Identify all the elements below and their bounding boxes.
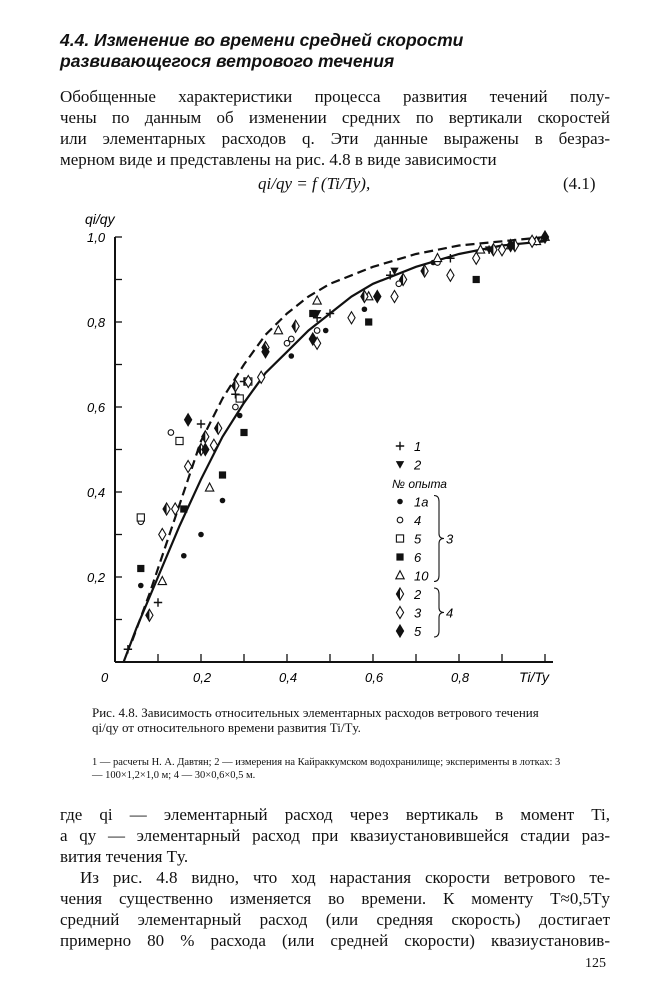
formula: qi/qy = f (Ti/Ty), xyxy=(258,174,371,193)
legend-group-label: 4 xyxy=(446,605,454,621)
x-tick-label: 0,4 xyxy=(279,670,298,685)
solid-curve xyxy=(124,241,545,662)
x-tick-label: 0,2 xyxy=(193,670,212,685)
data-point-diamond-half-fill xyxy=(421,265,425,277)
data-point-dot xyxy=(289,353,295,359)
dashed-curve xyxy=(132,237,545,641)
x-tick-label: 0 xyxy=(101,670,109,685)
data-point-diamond xyxy=(172,503,179,515)
page-number: 125 xyxy=(585,956,606,971)
data-point-diamond xyxy=(185,461,192,473)
legend-brace xyxy=(434,496,444,582)
data-point-diamond-half-fill xyxy=(197,444,201,456)
intro-paragraph xyxy=(60,86,610,170)
legend-label: 6 xyxy=(414,550,422,565)
intro-line: или элементарных расходов q. Эти данные выражены в безраз- xyxy=(60,129,610,148)
data-point-circle xyxy=(168,430,174,436)
data-point-circle xyxy=(233,404,239,410)
data-point-square-filled xyxy=(365,318,372,325)
legend-marker xyxy=(396,461,404,469)
chart-curves xyxy=(124,237,545,662)
body-line: примерно 80 % расхода (или средней скорости) квазиустановив- xyxy=(60,931,610,950)
chart-legend xyxy=(392,439,454,639)
data-point-triangle xyxy=(433,253,441,261)
legend-label: 3 xyxy=(414,605,422,621)
data-point-diamond xyxy=(447,269,454,281)
data-point-diamond-filled xyxy=(185,414,192,426)
data-point-diamond-filled xyxy=(202,444,209,456)
legend-label: 1a xyxy=(414,494,429,510)
data-point-dot xyxy=(362,306,368,312)
data-point-square-filled xyxy=(473,276,480,283)
legend-marker xyxy=(396,607,403,619)
body-line: Из рис. 4.8 видно, что ход нарастания скорости ветрового те- xyxy=(80,868,610,887)
data-point-dot xyxy=(198,532,204,538)
section-heading: 4.4. Изменение во времени средней скорости развивающегося ветрового течения xyxy=(60,30,464,71)
data-point-plus xyxy=(197,420,205,428)
legend-label: 4 xyxy=(414,513,422,528)
data-point-diamond xyxy=(529,235,536,247)
data-point-diamond xyxy=(473,252,480,264)
data-point-square-filled xyxy=(240,429,247,436)
equation-number: (4.1) xyxy=(563,174,596,193)
data-point-triangle xyxy=(274,326,282,334)
data-point-diamond-filled xyxy=(374,291,381,303)
x-tick-label: 0,8 xyxy=(451,670,470,685)
data-point-diamond-half-fill xyxy=(232,380,236,392)
figure-legend-note: 1 — расчеты Н. А. Давтян; 2 — измерения на Кайраккумском водохранилище; эксперименты в лотках: 3 — 100×1,2×1,0 м; 4 — 30×0,6×0,5 м. xyxy=(92,757,561,781)
data-point-triangle xyxy=(205,483,213,491)
data-point-dot xyxy=(138,583,144,589)
legend-group-label: 3 xyxy=(446,531,454,547)
y-tick-label: 0,4 xyxy=(87,485,106,500)
data-point-square-filled xyxy=(309,310,316,317)
data-point-circle xyxy=(289,336,295,342)
legend-header: № опыта xyxy=(392,477,447,491)
data-point-diamond xyxy=(348,312,355,324)
x-axis-label: Ti/Ty xyxy=(519,669,549,685)
figure-caption: Рис. 4.8. Зависимость относительных элементарных расходов ветрового течения qi/qу от относительного времени развития Ti/Tу. xyxy=(92,705,539,735)
data-point-square-filled xyxy=(180,505,187,512)
data-point-square xyxy=(137,514,144,521)
data-point-diamond-half-fill xyxy=(361,291,365,303)
y-tick-label: 0,2 xyxy=(87,570,106,585)
body-line: где qi — элементарный расход через вертикаль в момент Ti, xyxy=(60,805,610,824)
data-point-square-filled xyxy=(219,471,226,478)
data-point-dot xyxy=(237,413,243,419)
y-axis-label: qi/qy xyxy=(85,211,115,227)
data-point-plus xyxy=(154,598,162,606)
legend-marker-fill xyxy=(396,588,400,600)
data-point-dot xyxy=(323,328,329,334)
data-point-square xyxy=(236,395,243,402)
chart-axes xyxy=(85,211,553,685)
data-point-diamond xyxy=(245,376,252,388)
y-tick-label: 0,8 xyxy=(87,315,106,330)
data-point-diamond xyxy=(159,529,166,541)
data-point-dot xyxy=(220,498,226,504)
intro-line: чены по данным об изменении средних по вертикали скоростей xyxy=(60,108,610,127)
body-line: а qу — элементарный расход при квазиустановившейся стадии раз- xyxy=(60,826,610,845)
figure-chart xyxy=(70,210,580,700)
data-point-square-filled xyxy=(137,565,144,572)
legend-label: 5 xyxy=(414,624,422,639)
data-point-diamond-half-fill xyxy=(292,320,296,332)
legend-label: 10 xyxy=(414,568,429,584)
legend-marker xyxy=(396,625,403,637)
legend-marker xyxy=(396,553,403,560)
legend-label: 1 xyxy=(414,439,422,454)
data-point-diamond-half-fill xyxy=(490,244,494,256)
legend-marker xyxy=(397,499,403,505)
body-line: чения существенно изменяется во времени. К моменту T≈0,5Tу xyxy=(60,889,610,908)
body-line: вития течения Tу. xyxy=(60,847,189,866)
legend-label: 5 xyxy=(414,531,422,547)
body-line: средний элементарный расход (или средняя скорость) достигает xyxy=(60,910,610,929)
after-paragraph xyxy=(60,804,610,951)
chart-points xyxy=(124,231,550,653)
data-point-triangle xyxy=(158,576,166,584)
intro-line: мерном виде и представлены на рис. 4.8 в виде зависимости xyxy=(60,150,497,169)
data-point-plus xyxy=(124,645,132,653)
legend-marker xyxy=(396,571,404,579)
data-point-triangle xyxy=(313,296,321,304)
data-point-diamond xyxy=(391,291,398,303)
data-point-diamond-half-fill xyxy=(146,609,150,621)
legend-marker xyxy=(396,442,404,450)
legend-brace xyxy=(434,588,444,637)
x-tick-label: 0,6 xyxy=(365,670,384,685)
data-point-dot xyxy=(181,553,187,559)
y-tick-label: 1,0 xyxy=(87,230,106,245)
y-tick-label: 0,6 xyxy=(87,400,106,415)
data-point-diamond-half-fill xyxy=(163,503,167,515)
legend-label: 2 xyxy=(414,587,422,602)
intro-line: Обобщенные характеристики процесса развития течений полу- xyxy=(60,87,610,106)
data-point-square xyxy=(176,437,183,444)
legend-marker xyxy=(396,535,403,542)
legend-label: 2 xyxy=(414,457,422,473)
data-point-circle xyxy=(314,328,320,334)
data-point-diamond-half-fill xyxy=(215,422,219,434)
legend-marker xyxy=(397,517,403,523)
